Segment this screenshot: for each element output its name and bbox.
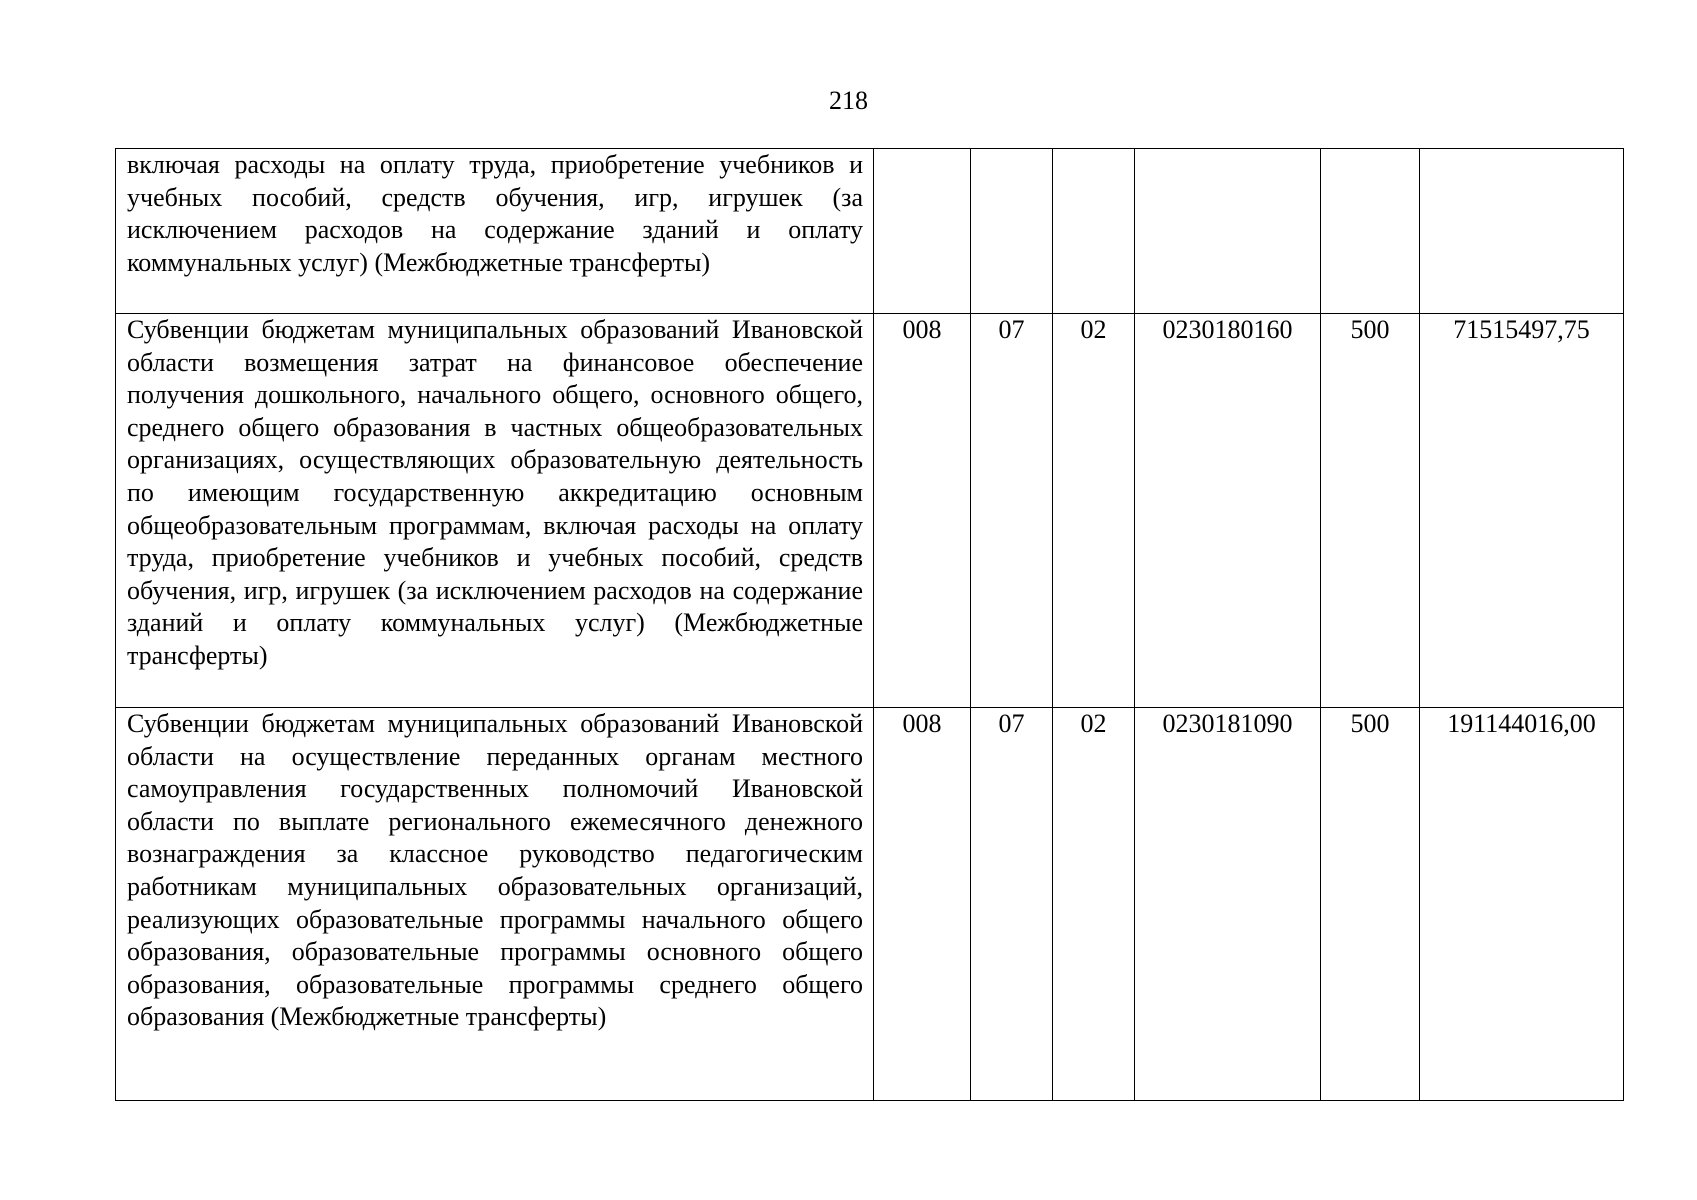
expense-type-code: 500 [1321,708,1420,1101]
target-article-code [1135,149,1321,314]
amount-value: 191144016,00 [1420,708,1624,1101]
subsection-code: 02 [1053,314,1135,708]
expense-description: Субвенции бюджетам муниципальных образований Ивановской области на осуществление переданных органам местного самоуправления государственных полномочий Ивановской области по выплате регионального ежемесячного денежного вознаграждения за классное руководство педагогическим работникам муниципальных образовательных организаций, реализующих образовательные программы начального общего образования, образовательные программы основного общего образования, образовательные программы среднего общего образования (Межбюджетные трансферты) [116,708,874,1101]
table-row [116,708,1624,1101]
budget-expenses-table [115,148,1624,1101]
expense-description: включая расходы на оплату труда, приобретение учебников и учебных пособий, средств обучения, игр, игрушек (за исключением расходов на содержание зданий и оплату коммунальных услуг) (Межбюджетные трансферты) [116,149,874,314]
expense-type-code: 500 [1321,314,1420,708]
subsection-code: 02 [1053,708,1135,1101]
section-code [971,149,1053,314]
table-row [116,314,1624,708]
section-code: 07 [971,708,1053,1101]
amount-value [1420,149,1624,314]
ministry-code: 008 [874,314,971,708]
ministry-code [874,149,971,314]
subsection-code [1053,149,1135,314]
table-row [116,149,1624,314]
target-article-code: 0230181090 [1135,708,1321,1101]
ministry-code: 008 [874,708,971,1101]
expense-description: Субвенции бюджетам муниципальных образований Ивановской области возмещения затрат на финансовое обеспечение получения дошкольного, начального общего, основного общего, среднего общего образования в частных общеобразовательных организациях, осуществляющих образовательную деятельность по имеющим государственную аккредитацию основным общеобразовательным программам, включая расходы на оплату труда, приобретение учебников и учебных пособий, средств обучения, игр, игрушек (за исключением расходов на содержание зданий и оплату коммунальных услуг) (Межбюджетные трансферты) [116,314,874,708]
target-article-code: 0230180160 [1135,314,1321,708]
page-number: 218 [829,86,868,115]
section-code: 07 [971,314,1053,708]
expense-type-code [1321,149,1420,314]
amount-value: 71515497,75 [1420,314,1624,708]
